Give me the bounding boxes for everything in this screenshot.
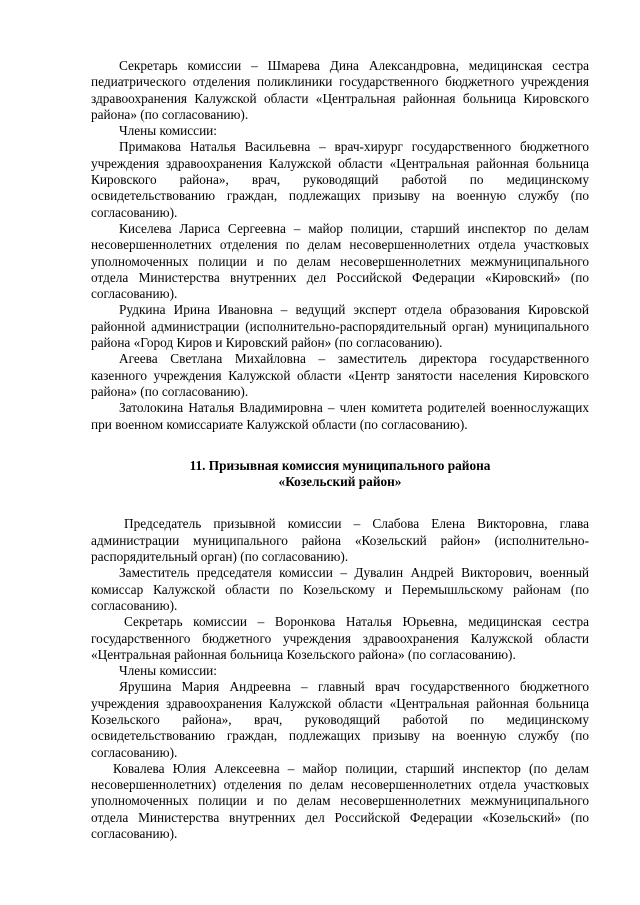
commission-member: Рудкина Ирина Ивановна – ведущий эксперт отдела образования Кировской районной администрации (исполнительно-распорядительный орган) муниципального района «Город Киров и Кировский район» (по согласованию). <box>91 302 589 351</box>
commission-secretary: Секретарь комиссии – Воронкова Наталья Юрьевна, медицинская сестра государственного бюджетного учреждения здравоохранения Калужской области «Центральная районная больница Козельского района» (по согласованию). <box>91 614 589 662</box>
commission-member: Агеева Светлана Михайловна – заместитель директора государственного казенного учреждения Калужской области «Центр занятости населения Кировского района» (по согласованию). <box>91 351 589 399</box>
commission-secretary: Секретарь комиссии – Шмарева Дина Александровна, медицинская сестра педиатрического отделения поликлиники государственного бюджетного учреждения здравоохранения Калужской области «Центральная районная больница Кировского района» (по согласованию). <box>91 58 589 122</box>
commission-member: Ярушина Мария Андреевна – главный врач государственного бюджетного учреждения здравоохранения Калужской области «Центральная районная больница Козельского района», врач, руководящий работой по медицинскому освидетельствованию граждан, подлежащих призыву на военную службу (по согласованию). <box>91 679 589 760</box>
section-heading-line-1: 11. Призывная комиссия муниципального района <box>189 457 491 473</box>
document-page <box>91 58 589 842</box>
commission-deputy: Заместитель председателя комиссии – Дувалин Андрей Викторович, военный комиссар Калужской области по Козельскому и Перемышльскому районам (по согласованию). <box>91 565 589 613</box>
commission-chairman: Председатель призывной комиссии – Слабова Елена Викторовна, глава администрации муниципального района «Козельский район» (исполнительно-распорядительный орган) (по согласованию). <box>91 516 589 565</box>
commission-member: Киселева Лариса Сергеевна – майор полиции, старший инспектор по делам несовершеннолетних отделения по делам несовершеннолетних отдела участковых уполномоченных полиции и по делам несовершеннолетних межмуниципального отдела Министерства внутренних дел Российской Федерации «Кировский» (по согласованию). <box>91 220 589 302</box>
members-label: Члены комиссии: <box>119 663 217 679</box>
commission-member: Затолокина Наталья Владимировна – член комитета родителей военнослужащих при военном комиссариате Калужской области (по согласованию). <box>91 400 589 432</box>
commission-member: Ковалева Юлия Алексеевна – майор полиции, старший инспектор (по делам несовершеннолетних) отделения по делам несовершеннолетних отдела участковых уполномоченных полиции и по делам несовершеннолетних межмуниципального отдела Министерства внутренних дел Российской Федерации «Козельский» (по согласованию). <box>91 760 589 842</box>
members-label: Члены комиссии: <box>119 123 217 139</box>
commission-member: Примакова Наталья Васильевна – врач-хирург государственного бюджетного учреждения здравоохранения Калужской области «Центральная районная больница Кировского района», врач, руководящий работой по медицинскому освидетельствованию граждан, подлежащих призыву на военную службу (по согласованию). <box>91 139 589 220</box>
section-heading-line-2: «Козельский район» <box>278 474 402 490</box>
section-heading <box>91 458 589 491</box>
